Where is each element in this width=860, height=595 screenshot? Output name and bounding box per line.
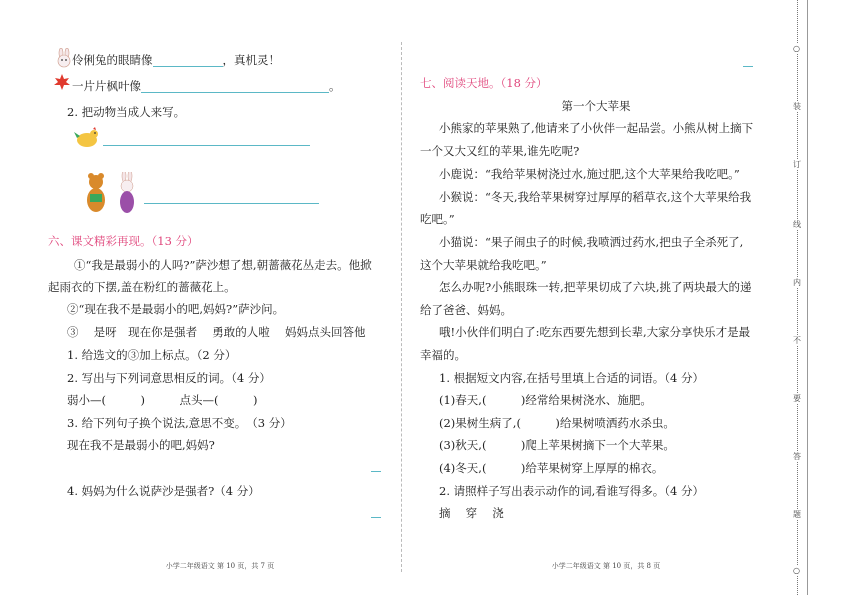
maple-leaf-icon bbox=[53, 73, 71, 91]
answer-line[interactable] bbox=[371, 516, 381, 518]
simile-line-2 bbox=[72, 79, 341, 93]
binding-label: 要 bbox=[793, 394, 801, 403]
story-line: 一个又大又红的苹果,谁先吃呢? bbox=[420, 144, 580, 158]
rabbit-icon bbox=[55, 48, 73, 68]
binding-label: 线 bbox=[793, 220, 801, 229]
passage-line: ①“我是最弱小的人吗?”萨沙想了想,朝蔷薇花丛走去。他掀 bbox=[74, 258, 372, 272]
reading-question-1: 1. 根据短文内容,在括号里填上合适的词语。（4 分） bbox=[439, 371, 705, 385]
simile-line-1 bbox=[72, 53, 280, 67]
question-2: 2. 写出与下列词意思相反的词。（4 分） bbox=[67, 371, 271, 385]
section-6-title: 六、课文精彩再现。（13 分） bbox=[48, 234, 199, 248]
fill-blank-4: (4)冬天,( )给苹果树穿上厚厚的棉衣。 bbox=[439, 461, 664, 475]
story-line: 给了爸爸、妈妈。 bbox=[420, 303, 512, 317]
question-4: 4. 妈妈为什么说萨沙是强者?（4 分） bbox=[67, 484, 260, 498]
simile-2-suffix: 。 bbox=[329, 79, 341, 93]
story-line: 这个大苹果就给我吃吧。” bbox=[420, 258, 547, 272]
simile-1-suffix: ，真机灵！ bbox=[222, 53, 280, 67]
reading-question-2: 2. 请照样子写出表示动作的词,看谁写得多。（4 分） bbox=[439, 484, 705, 498]
answer-line[interactable] bbox=[144, 191, 319, 204]
section-7-title: 七、阅读天地。（18 分） bbox=[420, 76, 548, 90]
question-3: 3. 给下列句子换个说法,意思不变。 （3 分） bbox=[67, 416, 292, 430]
answer-line[interactable] bbox=[103, 133, 310, 146]
passage-line: ②“现在我不是最弱小的吧,妈妈?”萨沙问。 bbox=[67, 302, 285, 316]
binding-label: 答 bbox=[793, 452, 801, 461]
binding-label: ○ bbox=[793, 566, 800, 575]
answer-blank[interactable] bbox=[141, 80, 329, 93]
question-2-words: 弱小—( ) 点头—( ) bbox=[67, 393, 258, 407]
right-footer: 小学二年级语文 第 10 页，共 8 页 bbox=[551, 562, 661, 570]
answer-line[interactable] bbox=[371, 470, 381, 472]
simile-2-prefix: 一片片枫叶像 bbox=[72, 79, 141, 93]
binding-label: 订 bbox=[793, 160, 801, 169]
binding-dotted-line bbox=[797, 0, 798, 595]
item-2: 2. 把动物当成人来写。 bbox=[67, 105, 186, 119]
story-line: 吃吧。” bbox=[420, 212, 455, 226]
column-divider bbox=[401, 42, 402, 572]
story-line: 小鹿说：“我给苹果树浇过水,施过肥,这个大苹果给我吃吧。” bbox=[439, 167, 740, 181]
fill-blank-3: (3)秋天,( )爬上苹果树摘下一个大苹果。 bbox=[439, 438, 675, 452]
fill-blank-2: (2)果树生病了,( )给果树喷洒药水杀虫。 bbox=[439, 416, 675, 430]
story-line: 小猫说：“果子闹虫子的时候,我喷洒过药水,把虫子全杀死了, bbox=[439, 235, 744, 249]
story-line: 小熊家的苹果熟了,他请来了小伙伴一起品尝。小熊从树上摘下 bbox=[439, 121, 754, 135]
question-3-sentence: 现在我不是最弱小的吧,妈妈? bbox=[67, 438, 215, 452]
passage-line: 起雨衣的下摆,盖在粉红的蔷薇花上。 bbox=[48, 280, 236, 294]
story-line: 哦!小伙伴们明白了:吃东西要先想到长辈,大家分享快乐才是最 bbox=[439, 325, 751, 339]
left-footer: 小学二年级语文 第 10 页，共 7 页 bbox=[165, 562, 275, 570]
story-title: 第一个大苹果 bbox=[561, 99, 631, 113]
question-1: 1. 给选文的③加上标点。（2 分） bbox=[67, 348, 237, 362]
fill-blank-1: (1)春天,( )经常给果树浇水、施肥。 bbox=[439, 393, 652, 407]
binding-label: 不 bbox=[793, 336, 801, 345]
story-line: 怎么办呢?小熊眼珠一转,把苹果切成了六块,挑了两块最大的递 bbox=[439, 280, 752, 294]
story-line: 幸福的。 bbox=[420, 348, 466, 362]
binding-solid-line bbox=[807, 0, 808, 595]
bear-and-rabbit-icon bbox=[82, 172, 142, 218]
binding-label: 装 bbox=[793, 102, 801, 111]
passage-line: ③ 是呀 现在你是强者 勇敢的人啦 妈妈点头回答他 bbox=[67, 325, 366, 339]
binding-label: 内 bbox=[793, 278, 801, 287]
binding-label: 题 bbox=[793, 510, 801, 519]
binding-label: ○ bbox=[793, 44, 800, 53]
answer-blank[interactable] bbox=[153, 54, 223, 67]
story-line: 小猴说：“冬天,我给苹果树穿过厚厚的稻草衣,这个大苹果给我 bbox=[439, 190, 752, 204]
example-words: 摘 穿 浇 bbox=[439, 506, 504, 520]
rooster-icon bbox=[73, 126, 101, 150]
simile-1-prefix: 伶俐兔的眼睛像 bbox=[72, 53, 153, 67]
answer-line[interactable] bbox=[743, 65, 753, 67]
